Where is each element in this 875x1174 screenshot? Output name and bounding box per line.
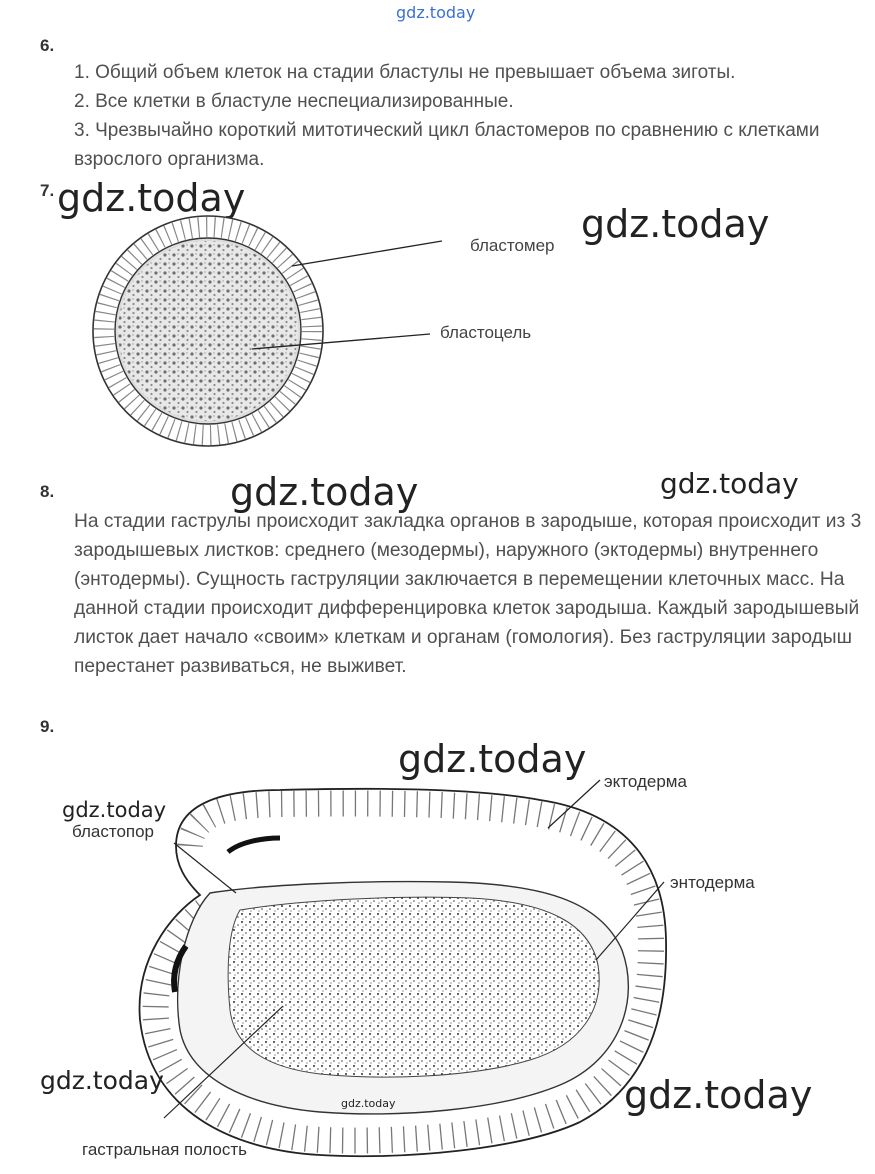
q6-item-2: 2. Все клетки в бластуле неспециализированные. — [74, 91, 514, 112]
question-7-number: 7. — [40, 181, 55, 200]
watermark-7a: gdz.today — [57, 176, 246, 220]
label-blastomer: бластомер — [470, 236, 555, 255]
question-6-number: 6. — [40, 36, 55, 55]
label-gastral-cavity: гастральная полость — [82, 1140, 248, 1159]
q6-item-3: 3. Чрезвычайно короткий митотический цикл бластомеров по сравнению с клетками взрослого организма. — [74, 120, 820, 170]
label-blastocoel: бластоцель — [440, 323, 532, 342]
label-endoderm: энтодерма — [670, 873, 755, 892]
question-9-number: 9. — [40, 717, 55, 736]
watermark-9e: gdz.today — [624, 1073, 813, 1117]
question-8-number: 8. — [40, 482, 55, 501]
q6-item-1: 1. Общий объем клеток на стадии бластулы не превышает объема зиготы. — [74, 62, 736, 83]
gastral-cavity-area — [228, 897, 599, 1077]
watermark-9a: gdz.today — [398, 737, 587, 781]
watermark-8a: gdz.today — [230, 470, 419, 514]
watermark-top: gdz.today — [396, 3, 476, 22]
watermark-9d: gdz.today — [341, 1097, 396, 1110]
label-blastopore: бластопор — [72, 822, 155, 841]
label-ectoderm: эктодерма — [604, 772, 687, 791]
watermark-9c: gdz.today — [40, 1066, 164, 1095]
watermark-8b: gdz.today — [660, 467, 799, 500]
watermark-9b: gdz.today — [62, 798, 167, 822]
question-8-answer: На стадии гаструлы происходит закладка органов в зародыше, которая происходит из 3 зародышевых листков: среднего (мезодермы), наружного (эктодермы) внутреннего (энтодермы). Сущность гаструляции заключается в перемещении клеточных масс. На данной стадии происходит дифференцировка клеток зародыша. Каждый зародышевый листок дает начало «своим» клеткам и органам (гомология). Без гаструляции зародыш перестанет развиваться, не выживет. — [74, 511, 862, 677]
watermark-7b: gdz.today — [581, 202, 770, 246]
